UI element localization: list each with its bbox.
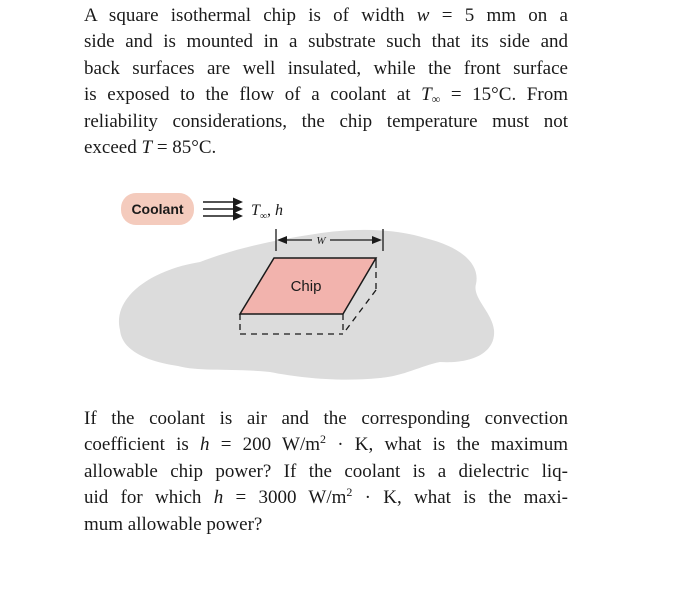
problem-statement-line: back surfaces are well insulated, while the front surface	[84, 57, 568, 79]
flow-label: $T_\infty$, h	[251, 202, 284, 222]
problem-statement-line: exceed T = 85°C.	[84, 137, 217, 159]
problem-statement-line: reliability considerations, the chip temperature must not	[84, 110, 568, 132]
question-text	[84, 406, 568, 538]
question-text-line: allowable chip power? If the coolant is a dielectric liq-	[84, 460, 568, 482]
problem-statement-line: A square isothermal chip is of width w = 5 mm on a	[84, 5, 568, 26]
coolant-flow-arrows-icon	[203, 198, 243, 221]
width-label: W	[316, 235, 326, 247]
question-text-line: mum allowable power?	[84, 513, 263, 535]
question-text-line: coefficient is h = 200 $W/m^2 \cdot K$, what is the maximum	[84, 432, 568, 456]
question-text-line: uid for which h = 3000 $W/m^2 \cdot K$, what is the maxi-	[84, 485, 568, 509]
chip-label: Chip	[290, 278, 322, 295]
question-text-line: If the coolant is air and the corresponding convection	[84, 408, 568, 429]
coolant-label: Coolant	[131, 201, 184, 217]
problem-statement-line: is exposed to the flow of a coolant at $T_\infty = 15^\circ C$. From	[84, 84, 568, 107]
problem-statement-line: side and is mounted in a substrate such that its side and	[84, 31, 568, 53]
